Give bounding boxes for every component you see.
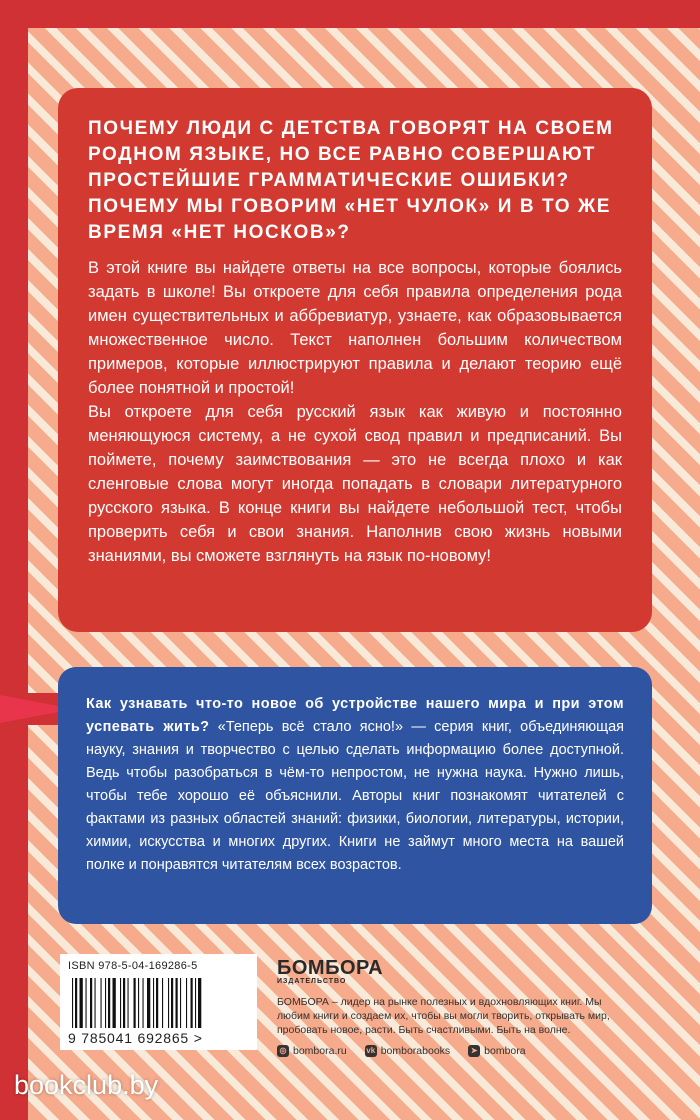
publisher-block <box>277 957 637 1057</box>
social-label: bombora.ru <box>293 1045 347 1057</box>
description-paragraph-2: Вы откроете для себя русский язык как живую и постоянно меняющуюся систему, а не сухой свод правил и предписаний. Вы поймете, почему заимствования — это не всегда плохо и как сленговые слова могут иногда попадать в словари литературного русского языка. В конце книги вы найдете небольшой тест, чтобы проверить себя и свои знания. Наполнив свою жизнь новыми знаниями, вы сможете взглянуть на язык по-новому! <box>88 403 622 565</box>
watermark: bookclub.by <box>14 1070 159 1100</box>
barcode-box <box>60 954 257 1050</box>
social-label: bomborabooks <box>380 1045 451 1057</box>
barcode-bar <box>108 978 110 1028</box>
barcode-bar <box>176 978 178 1028</box>
publisher-logo: БОМБОРА <box>277 957 384 979</box>
instagram-icon: ◎ <box>277 1045 289 1057</box>
barcode-bar <box>143 978 144 1028</box>
barcode-bar <box>113 978 116 1028</box>
barcode-bar <box>191 978 193 1028</box>
barcode-bar <box>162 978 163 1028</box>
barcode-bar <box>95 978 96 1028</box>
social-links <box>277 1045 637 1057</box>
series-panel <box>58 667 652 924</box>
barcode-bar <box>90 978 92 1028</box>
barcode-bar <box>153 978 154 1028</box>
description-panel <box>58 88 652 632</box>
barcode-bar <box>156 978 158 1028</box>
barcode-bar <box>195 978 196 1028</box>
barcode-bar <box>105 978 106 1028</box>
social-link-telegram[interactable] <box>468 1045 525 1057</box>
barcode-bar <box>168 978 169 1028</box>
barcode-bar <box>128 978 129 1028</box>
barcode-bar <box>120 978 121 1028</box>
social-label: bombora <box>484 1045 526 1057</box>
barcode-bar <box>147 978 150 1028</box>
series-lead: Как узнавать что-то новое об устройстве нашего мира и при этом успевать жить? <box>86 696 624 735</box>
barcode-bar <box>72 978 73 1028</box>
description-paragraph-1: В этой книге вы найдете ответы на все вопросы, которые боялись задать в школе! Вы откроете для себя правила определения рода имен существительных и аббревиатур, узнаете, как образовывается множественное число. Текст наполнен большим количеством примеров, которые иллюстрируют правила и делают теорию ещё более понятной и простой! <box>88 259 622 397</box>
barcode-bars <box>70 978 246 1028</box>
barcode-bar <box>171 978 173 1028</box>
barcode-bar <box>138 978 139 1028</box>
barcode-bar <box>198 978 201 1028</box>
vk-icon: vk <box>366 1046 376 1055</box>
telegram-icon: ➤ <box>468 1045 480 1057</box>
barcode-digits: 9 785041 692865 > <box>68 1030 203 1046</box>
series-body: «Теперь всё стало ясно!» — серия книг, объединяющая науку, знания и творчество с целью сделать информацию более доступной. Ведь чтобы разобраться в чём-то непростом, не нужна наука. Нужно лишь, чтобы тебе хорошо её объяснили. Авторы книг познакомят читателей с фактами из разных областей знаний: физики, биологии, литературы, истории, химии, искусства и многих других. Книги не займут много места на вашей полке и понравятся читателям всех возрастов. <box>86 719 625 873</box>
barcode-bar <box>101 978 102 1028</box>
isbn-text: ISBN 978-5-04-169286-5 <box>68 960 198 972</box>
barcode-bar <box>86 978 87 1028</box>
description-heading: ПОЧЕМУ ЛЮДИ С ДЕТСТВА ГОВОРЯТ НА СВОЕМ РОДНОМ ЯЗЫКЕ, НО ВСЕ РАВНО СОВЕРШАЮТ ПРОСТЕЙШИЕ ГРАММАТИЧЕСКИЕ ОШИБКИ? ПОЧЕМУ МЫ ГОВОРИМ «НЕТ ЧУЛОК» И В ТО ЖЕ ВРЕМЯ «НЕТ НОСКОВ»? <box>88 118 614 243</box>
publisher-description: БОМБОРА – лидер на рынке полезных и вдохновляющих книг. Мы любим книги и создаем их, чтобы вы могли творить, открывать мир, пробовать новое, расти. Быть счастливыми. Быть на волне. <box>277 996 610 1036</box>
barcode-bar <box>123 978 125 1028</box>
barcode-bar <box>186 978 187 1028</box>
social-link-instagram[interactable] <box>277 1045 347 1057</box>
barcode-bar <box>75 978 77 1028</box>
publisher-logo-subtitle: ИЗДАТЕЛЬСТВО <box>277 978 347 985</box>
social-link-vk[interactable] <box>365 1045 450 1057</box>
barcode-bar <box>134 978 136 1028</box>
barcode-bar <box>80 978 83 1028</box>
barcode-bar <box>180 978 181 1028</box>
